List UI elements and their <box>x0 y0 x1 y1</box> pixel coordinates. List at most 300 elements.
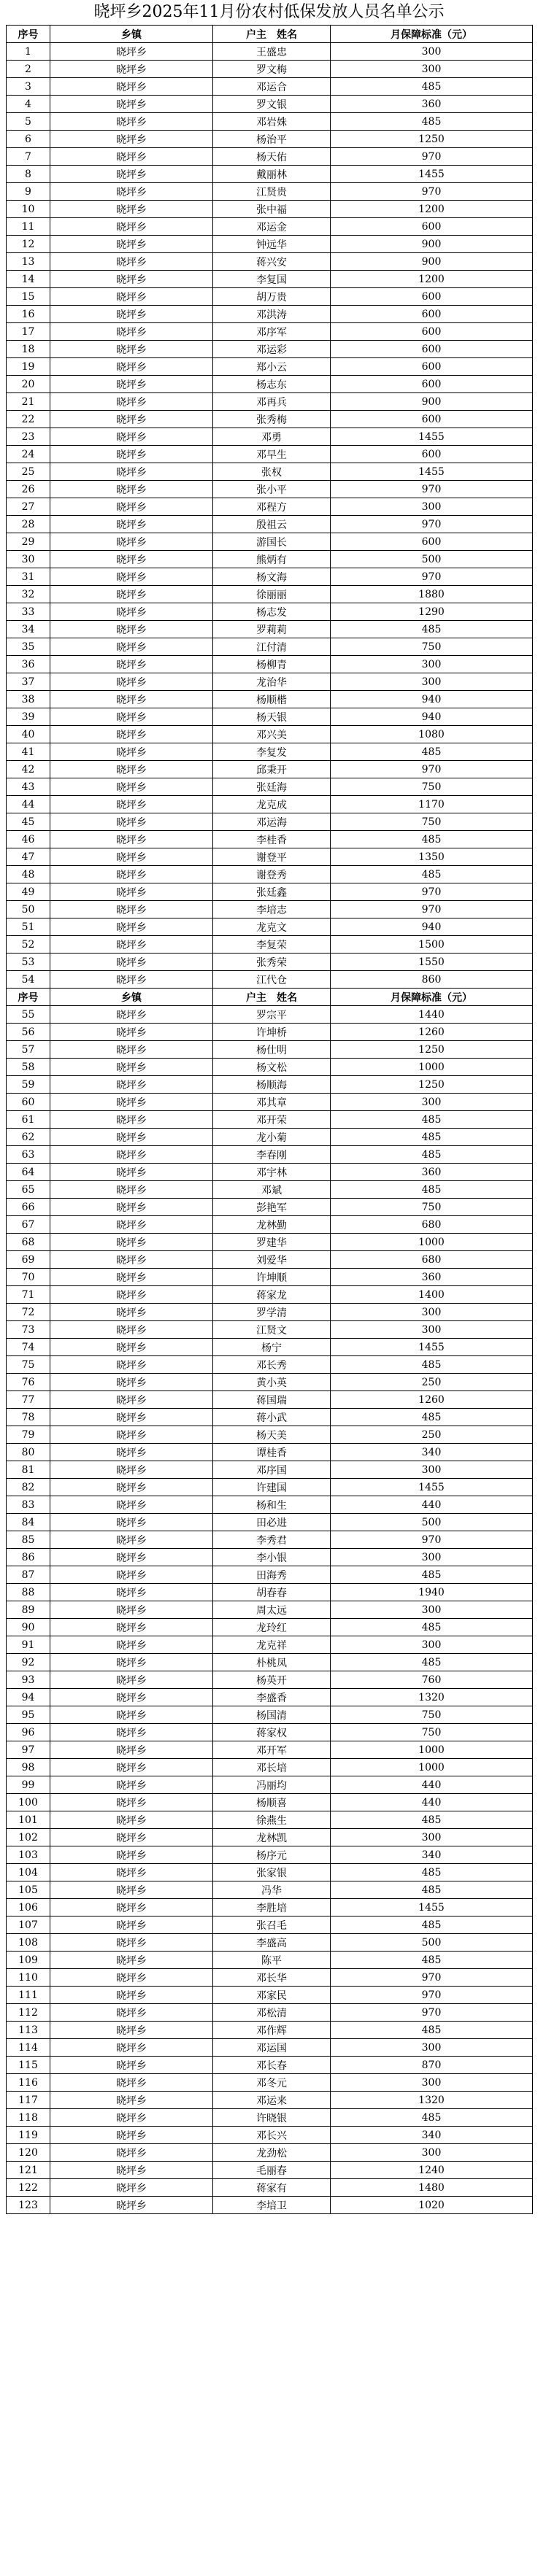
monthly-allowance: 1000 <box>331 1059 533 1076</box>
monthly-allowance: 485 <box>331 1146 533 1164</box>
monthly-allowance: 1455 <box>331 1479 533 1496</box>
row-number: 15 <box>7 288 50 306</box>
township: 晓坪乡 <box>50 673 213 691</box>
township: 晓坪乡 <box>50 1094 213 1111</box>
monthly-allowance: 1550 <box>331 954 533 971</box>
township: 晓坪乡 <box>50 218 213 236</box>
monthly-allowance: 940 <box>331 708 533 726</box>
monthly-allowance: 300 <box>331 673 533 691</box>
monthly-allowance: 440 <box>331 1496 533 1514</box>
household-head-name: 谢登秀 <box>213 866 331 883</box>
monthly-allowance: 1250 <box>331 1076 533 1094</box>
household-head-name: 殷祖云 <box>213 516 331 533</box>
table-row <box>7 866 533 883</box>
row-number: 91 <box>7 1636 50 1654</box>
table-row <box>7 1199 533 1216</box>
row-number: 122 <box>7 2179 50 2197</box>
township: 晓坪乡 <box>50 1479 213 1496</box>
monthly-allowance: 900 <box>331 253 533 271</box>
table-row <box>7 1881 533 1899</box>
row-number: 62 <box>7 1129 50 1146</box>
table-row <box>7 96 533 113</box>
township: 晓坪乡 <box>50 411 213 428</box>
row-number: 30 <box>7 551 50 568</box>
monthly-allowance: 970 <box>331 568 533 586</box>
township: 晓坪乡 <box>50 131 213 148</box>
table-row <box>7 148 533 166</box>
household-head-name: 李复发 <box>213 743 331 761</box>
monthly-allowance: 360 <box>331 1269 533 1286</box>
monthly-allowance: 1000 <box>331 1741 533 1759</box>
monthly-allowance: 970 <box>331 148 533 166</box>
township: 晓坪乡 <box>50 2144 213 2162</box>
household-head-name: 邓运国 <box>213 2039 331 2057</box>
household-head-name: 邓宇林 <box>213 1164 331 1181</box>
row-number: 105 <box>7 1881 50 1899</box>
township: 晓坪乡 <box>50 253 213 271</box>
township: 晓坪乡 <box>50 831 213 848</box>
township: 晓坪乡 <box>50 1216 213 1234</box>
township: 晓坪乡 <box>50 1024 213 1041</box>
table-row <box>7 2127 533 2144</box>
table-row <box>7 2039 533 2057</box>
row-number: 113 <box>7 2022 50 2039</box>
row-number: 98 <box>7 1759 50 1776</box>
monthly-allowance: 1455 <box>331 463 533 481</box>
township: 晓坪乡 <box>50 1899 213 1916</box>
township: 晓坪乡 <box>50 1531 213 1549</box>
monthly-allowance: 440 <box>331 1776 533 1794</box>
household-head-name: 龙治华 <box>213 673 331 691</box>
household-head-name: 邓程方 <box>213 498 331 516</box>
monthly-allowance: 1020 <box>331 2197 533 2214</box>
row-number: 6 <box>7 131 50 148</box>
household-head-name: 邓开军 <box>213 1741 331 1759</box>
township: 晓坪乡 <box>50 778 213 796</box>
table-row <box>7 288 533 306</box>
monthly-allowance: 600 <box>331 358 533 376</box>
table-row <box>7 1514 533 1531</box>
household-head-name: 熊炳有 <box>213 551 331 568</box>
monthly-allowance: 250 <box>331 1374 533 1391</box>
row-number: 116 <box>7 2074 50 2092</box>
row-number: 71 <box>7 1286 50 1304</box>
township: 晓坪乡 <box>50 166 213 183</box>
township: 晓坪乡 <box>50 1776 213 1794</box>
household-head-name: 张权 <box>213 463 331 481</box>
table-row <box>7 61 533 78</box>
row-number: 36 <box>7 656 50 673</box>
monthly-allowance: 485 <box>331 1881 533 1899</box>
monthly-allowance: 1170 <box>331 796 533 813</box>
row-number: 88 <box>7 1584 50 1601</box>
household-head-name: 李培卫 <box>213 2197 331 2214</box>
monthly-allowance: 1260 <box>331 1391 533 1409</box>
household-head-name: 邱秉开 <box>213 761 331 778</box>
township: 晓坪乡 <box>50 1076 213 1094</box>
table-row <box>7 1724 533 1741</box>
table-row <box>7 1374 533 1391</box>
township: 晓坪乡 <box>50 446 213 463</box>
monthly-allowance: 600 <box>331 306 533 323</box>
township: 晓坪乡 <box>50 1969 213 1987</box>
township: 晓坪乡 <box>50 2039 213 2057</box>
table-row <box>7 1409 533 1426</box>
township: 晓坪乡 <box>50 1689 213 1706</box>
table-row <box>7 1549 533 1566</box>
row-number: 32 <box>7 586 50 603</box>
monthly-allowance: 440 <box>331 1794 533 1811</box>
monthly-allowance: 300 <box>331 61 533 78</box>
household-head-name: 邓长秀 <box>213 1356 331 1374</box>
table-row <box>7 708 533 726</box>
row-number: 87 <box>7 1566 50 1584</box>
monthly-allowance: 1080 <box>331 726 533 743</box>
township: 晓坪乡 <box>50 463 213 481</box>
township: 晓坪乡 <box>50 1829 213 1846</box>
table-row <box>7 446 533 463</box>
monthly-allowance: 1940 <box>331 1584 533 1601</box>
row-number: 39 <box>7 708 50 726</box>
table-row <box>7 463 533 481</box>
table-row <box>7 1181 533 1199</box>
monthly-allowance: 970 <box>331 481 533 498</box>
row-number: 60 <box>7 1094 50 1111</box>
row-number: 12 <box>7 236 50 253</box>
row-number: 46 <box>7 831 50 848</box>
township: 晓坪乡 <box>50 2109 213 2127</box>
household-head-name: 许晓银 <box>213 2109 331 2127</box>
township: 晓坪乡 <box>50 288 213 306</box>
household-head-name: 蒋家有 <box>213 2179 331 2197</box>
row-number: 38 <box>7 691 50 708</box>
table-row <box>7 411 533 428</box>
table-row <box>7 481 533 498</box>
table-header-row-repeat <box>7 989 533 1006</box>
township: 晓坪乡 <box>50 533 213 551</box>
row-number: 53 <box>7 954 50 971</box>
row-number: 1 <box>7 43 50 61</box>
row-number: 59 <box>7 1076 50 1094</box>
table-row <box>7 1251 533 1269</box>
table-row <box>7 954 533 971</box>
table-row <box>7 428 533 446</box>
household-head-name: 杨国清 <box>213 1706 331 1724</box>
table-row <box>7 1759 533 1776</box>
household-head-name: 邓早生 <box>213 446 331 463</box>
township: 晓坪乡 <box>50 1199 213 1216</box>
row-number: 79 <box>7 1426 50 1444</box>
township: 晓坪乡 <box>50 148 213 166</box>
monthly-allowance: 680 <box>331 1251 533 1269</box>
township: 晓坪乡 <box>50 1251 213 1269</box>
monthly-allowance: 485 <box>331 1181 533 1199</box>
township: 晓坪乡 <box>50 1654 213 1671</box>
township: 晓坪乡 <box>50 1671 213 1689</box>
row-number: 19 <box>7 358 50 376</box>
household-head-name: 邓长春 <box>213 2057 331 2074</box>
household-head-name: 邓开荣 <box>213 1111 331 1129</box>
household-head-name: 邓冬元 <box>213 2074 331 2092</box>
household-head-name: 许建国 <box>213 1479 331 1496</box>
monthly-allowance: 1200 <box>331 271 533 288</box>
township: 晓坪乡 <box>50 1916 213 1934</box>
recipient-table <box>6 25 533 2214</box>
table-row <box>7 1584 533 1601</box>
monthly-allowance: 1250 <box>331 131 533 148</box>
monthly-allowance: 600 <box>331 533 533 551</box>
monthly-allowance: 940 <box>331 918 533 936</box>
row-number: 86 <box>7 1549 50 1566</box>
row-number: 49 <box>7 883 50 901</box>
township: 晓坪乡 <box>50 691 213 708</box>
monthly-allowance: 340 <box>331 1846 533 1864</box>
table-row <box>7 691 533 708</box>
row-number: 78 <box>7 1409 50 1426</box>
household-head-name: 张中福 <box>213 201 331 218</box>
table-row <box>7 533 533 551</box>
household-head-name: 邓家民 <box>213 1987 331 2004</box>
table-row <box>7 1811 533 1829</box>
table-row <box>7 551 533 568</box>
row-number: 41 <box>7 743 50 761</box>
row-number: 69 <box>7 1251 50 1269</box>
township: 晓坪乡 <box>50 183 213 201</box>
table-row <box>7 1094 533 1111</box>
table-row <box>7 1671 533 1689</box>
row-number: 9 <box>7 183 50 201</box>
household-head-name: 彭艳军 <box>213 1199 331 1216</box>
township: 晓坪乡 <box>50 1706 213 1724</box>
table-row <box>7 306 533 323</box>
row-number: 114 <box>7 2039 50 2057</box>
household-head-name: 龙林凯 <box>213 1829 331 1846</box>
household-head-name: 邓运来 <box>213 2092 331 2109</box>
table-row <box>7 1829 533 1846</box>
household-head-name: 游国长 <box>213 533 331 551</box>
township: 晓坪乡 <box>50 1601 213 1619</box>
table-row <box>7 1041 533 1059</box>
row-number: 8 <box>7 166 50 183</box>
row-number: 18 <box>7 341 50 358</box>
row-number: 77 <box>7 1391 50 1409</box>
monthly-allowance: 300 <box>331 498 533 516</box>
row-number: 10 <box>7 201 50 218</box>
township: 晓坪乡 <box>50 638 213 656</box>
monthly-allowance: 970 <box>331 183 533 201</box>
row-number: 61 <box>7 1111 50 1129</box>
township: 晓坪乡 <box>50 1952 213 1969</box>
household-head-name: 李春刚 <box>213 1146 331 1164</box>
township: 晓坪乡 <box>50 1111 213 1129</box>
table-row <box>7 971 533 989</box>
household-head-name: 杨宁 <box>213 1339 331 1356</box>
township: 晓坪乡 <box>50 1129 213 1146</box>
township: 晓坪乡 <box>50 1409 213 1426</box>
table-row <box>7 358 533 376</box>
household-head-name: 龙林勤 <box>213 1216 331 1234</box>
row-number: 74 <box>7 1339 50 1356</box>
table-row <box>7 1234 533 1251</box>
row-number: 111 <box>7 1987 50 2004</box>
household-head-name: 邓运合 <box>213 78 331 96</box>
table-row <box>7 1059 533 1076</box>
township: 晓坪乡 <box>50 1181 213 1199</box>
table-row <box>7 1689 533 1706</box>
household-head-name: 杨顺喜 <box>213 1794 331 1811</box>
household-head-name: 杨文海 <box>213 568 331 586</box>
row-number: 73 <box>7 1321 50 1339</box>
row-number: 26 <box>7 481 50 498</box>
household-head-name: 蒋小武 <box>213 1409 331 1426</box>
township: 晓坪乡 <box>50 656 213 673</box>
household-head-name: 刘爱华 <box>213 1251 331 1269</box>
row-number: 118 <box>7 2109 50 2127</box>
row-number: 115 <box>7 2057 50 2074</box>
table-row <box>7 2004 533 2022</box>
table-row <box>7 621 533 638</box>
monthly-allowance: 250 <box>331 1426 533 1444</box>
township: 晓坪乡 <box>50 393 213 411</box>
household-head-name: 蒋国瑞 <box>213 1391 331 1409</box>
table-row <box>7 1706 533 1724</box>
table-row <box>7 1969 533 1987</box>
header-cell: 户主 姓名 <box>213 989 331 1006</box>
table-row <box>7 638 533 656</box>
table-row <box>7 1304 533 1321</box>
table-row <box>7 568 533 586</box>
monthly-allowance: 870 <box>331 2057 533 2074</box>
table-row <box>7 1356 533 1374</box>
household-head-name: 谭桂香 <box>213 1444 331 1461</box>
row-number: 33 <box>7 603 50 621</box>
row-number: 84 <box>7 1514 50 1531</box>
household-head-name: 冯丽均 <box>213 1776 331 1794</box>
monthly-allowance: 300 <box>331 656 533 673</box>
township: 晓坪乡 <box>50 971 213 989</box>
row-number: 81 <box>7 1461 50 1479</box>
monthly-allowance: 485 <box>331 2109 533 2127</box>
row-number: 56 <box>7 1024 50 1041</box>
table-row <box>7 1531 533 1549</box>
table-row <box>7 726 533 743</box>
household-head-name: 蒋兴安 <box>213 253 331 271</box>
row-number: 83 <box>7 1496 50 1514</box>
monthly-allowance: 970 <box>331 1969 533 1987</box>
monthly-allowance: 1440 <box>331 1006 533 1024</box>
row-number: 57 <box>7 1041 50 1059</box>
monthly-allowance: 485 <box>331 113 533 131</box>
township: 晓坪乡 <box>50 1059 213 1076</box>
row-number: 29 <box>7 533 50 551</box>
row-number: 102 <box>7 1829 50 1846</box>
household-head-name: 邓运金 <box>213 218 331 236</box>
township: 晓坪乡 <box>50 1269 213 1286</box>
monthly-allowance: 1320 <box>331 2092 533 2109</box>
monthly-allowance: 970 <box>331 883 533 901</box>
household-head-name: 李盛香 <box>213 1689 331 1706</box>
township: 晓坪乡 <box>50 708 213 726</box>
row-number: 101 <box>7 1811 50 1829</box>
township: 晓坪乡 <box>50 1374 213 1391</box>
table-row <box>7 2179 533 2197</box>
household-head-name: 龙克文 <box>213 918 331 936</box>
monthly-allowance: 300 <box>331 1829 533 1846</box>
row-number: 89 <box>7 1601 50 1619</box>
monthly-allowance: 1260 <box>331 1024 533 1041</box>
table-row <box>7 271 533 288</box>
table-row <box>7 1776 533 1794</box>
household-head-name: 罗文银 <box>213 96 331 113</box>
household-head-name: 朴桃凤 <box>213 1654 331 1671</box>
table-row <box>7 2109 533 2127</box>
table-row <box>7 2057 533 2074</box>
table-row <box>7 2074 533 2092</box>
table-row <box>7 796 533 813</box>
table-row <box>7 848 533 866</box>
household-head-name: 杨顺楷 <box>213 691 331 708</box>
township: 晓坪乡 <box>50 1164 213 1181</box>
township: 晓坪乡 <box>50 271 213 288</box>
table-row <box>7 673 533 691</box>
household-head-name: 龙玲红 <box>213 1619 331 1636</box>
township: 晓坪乡 <box>50 954 213 971</box>
row-number: 82 <box>7 1479 50 1496</box>
household-head-name: 邓其章 <box>213 1094 331 1111</box>
monthly-allowance: 1250 <box>331 1041 533 1059</box>
household-head-name: 李盛高 <box>213 1934 331 1952</box>
township: 晓坪乡 <box>50 78 213 96</box>
township: 晓坪乡 <box>50 1987 213 2004</box>
township: 晓坪乡 <box>50 551 213 568</box>
row-number: 63 <box>7 1146 50 1164</box>
table-header-row <box>7 26 533 43</box>
row-number: 80 <box>7 1444 50 1461</box>
township: 晓坪乡 <box>50 901 213 918</box>
table-row <box>7 43 533 61</box>
row-number: 4 <box>7 96 50 113</box>
township: 晓坪乡 <box>50 1461 213 1479</box>
household-head-name: 李桂香 <box>213 831 331 848</box>
household-head-name: 杨序元 <box>213 1846 331 1864</box>
township: 晓坪乡 <box>50 2092 213 2109</box>
household-head-name: 江代仓 <box>213 971 331 989</box>
monthly-allowance: 500 <box>331 551 533 568</box>
table-row <box>7 1864 533 1881</box>
table-row <box>7 901 533 918</box>
household-head-name: 杨治平 <box>213 131 331 148</box>
header-cell: 序号 <box>7 989 50 1006</box>
township: 晓坪乡 <box>50 1724 213 1741</box>
monthly-allowance: 300 <box>331 2039 533 2057</box>
page-title: 晓坪乡2025年11月份农村低保发放人员名单公示 <box>93 3 445 21</box>
row-number: 75 <box>7 1356 50 1374</box>
table-row <box>7 1339 533 1356</box>
row-number: 28 <box>7 516 50 533</box>
township: 晓坪乡 <box>50 1846 213 1864</box>
household-head-name: 龙小菊 <box>213 1129 331 1146</box>
table-row <box>7 2197 533 2214</box>
township: 晓坪乡 <box>50 568 213 586</box>
monthly-allowance: 485 <box>331 1811 533 1829</box>
monthly-allowance: 485 <box>331 831 533 848</box>
monthly-allowance: 750 <box>331 778 533 796</box>
township: 晓坪乡 <box>50 883 213 901</box>
table-row <box>7 131 533 148</box>
township: 晓坪乡 <box>50 1584 213 1601</box>
row-number: 31 <box>7 568 50 586</box>
header-cell: 户主 姓名 <box>213 26 331 43</box>
